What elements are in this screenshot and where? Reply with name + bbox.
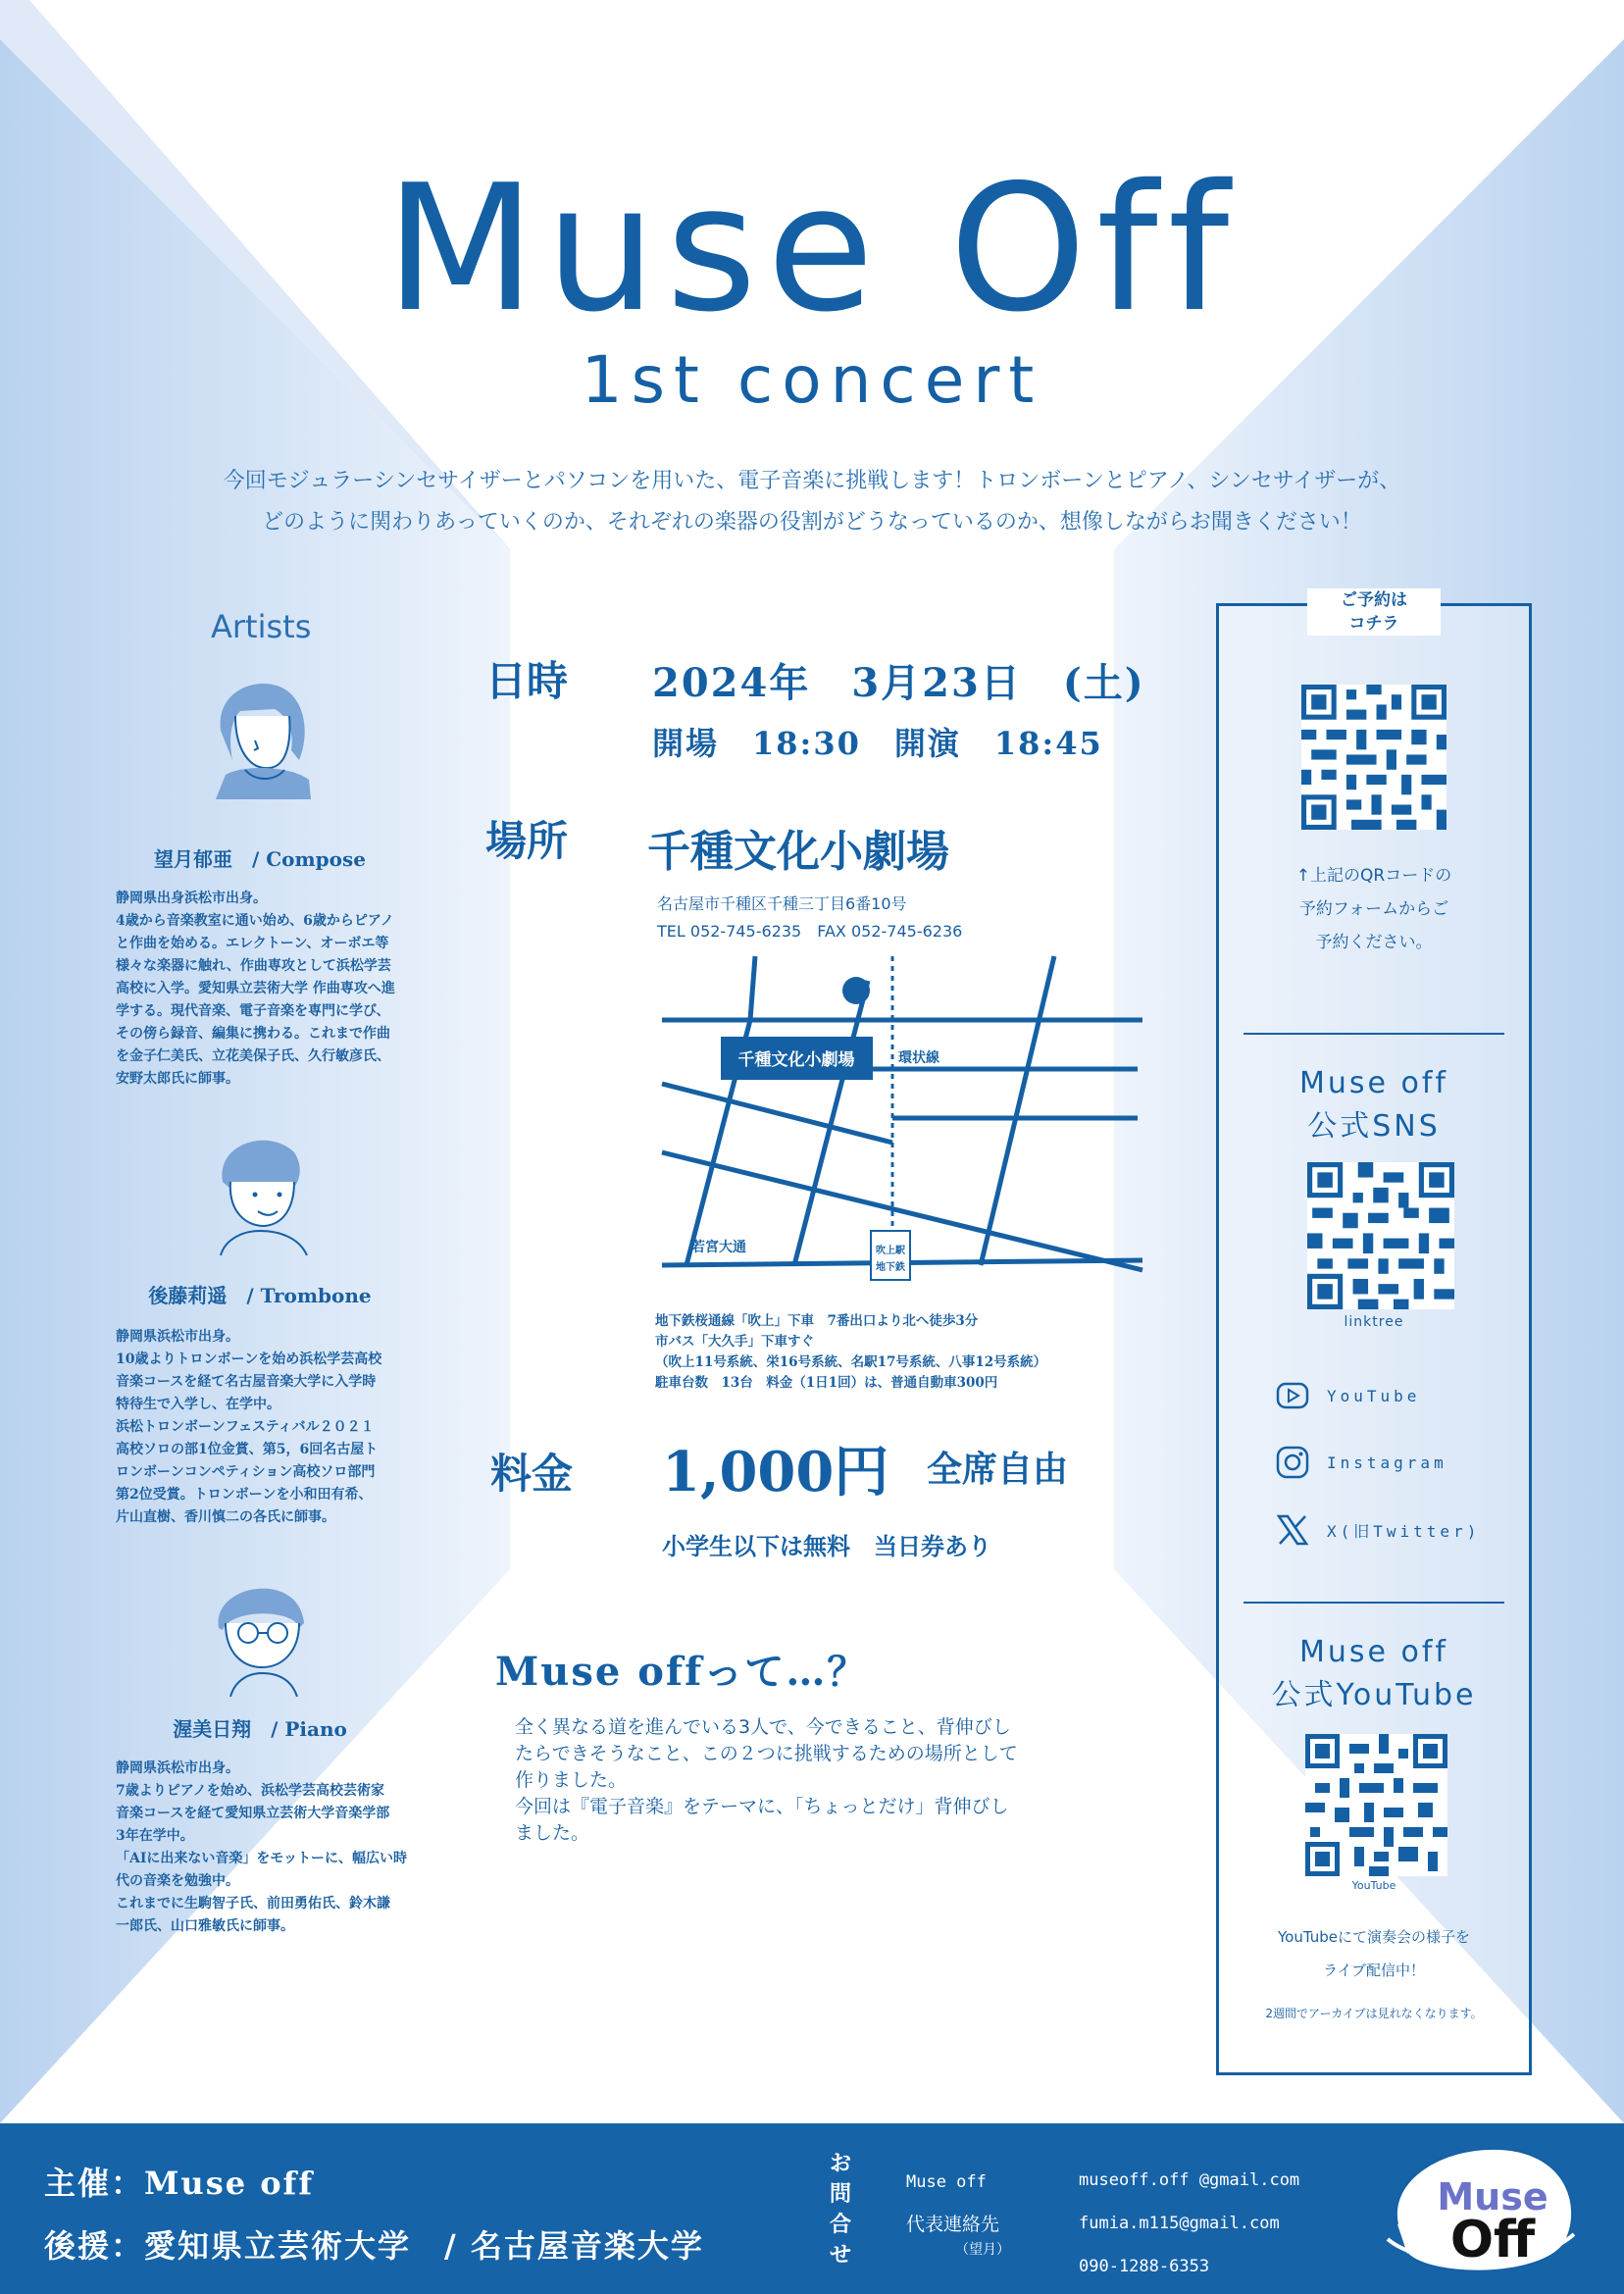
sns-x[interactable]	[1276, 1510, 1480, 1550]
footer	[0, 2123, 1624, 2294]
organizer: 主催：Muse off	[44, 2165, 315, 2202]
contact-email[interactable]: museoff.off @gmail.com	[1079, 2170, 1300, 2190]
artist-portrait-goto	[201, 1128, 319, 1255]
event-title: Muse Off	[384, 147, 1240, 350]
linktree-caption: linktree	[1344, 1314, 1404, 1330]
youtube-qr-code[interactable]	[1305, 1734, 1447, 1876]
reserve-qr-code[interactable]	[1301, 685, 1446, 830]
artist-bio: 静岡県出身浜松市出身。 4歳から音楽教室に通い始め、6歳からピアノ と作曲を始める。エレクトーン、オーボエ等 様々な楽器に触れ、作曲専攻として浜松学芸 高校に入学。愛知県立芸術大学 作曲専攻へ進 学する。現代音楽、電子音楽を専門に学び、 その傍ら録音、編集に携わる。これまで作曲 を金子仁美氏、立花美保子氏、久行敏彦氏、 安野太郎氏に師事。	[116, 891, 395, 1087]
sns-youtube[interactable]	[1276, 1376, 1420, 1415]
artist-name: 望月郁亜 / Compose	[154, 847, 366, 871]
intro-line: どのように関わりあっていくのか、それぞれの楽器の役割がどうなっているのか、想像しながらお聞きください！	[262, 510, 1362, 535]
event-subtitle: 1st concert	[581, 342, 1043, 418]
venue-label: 場所	[485, 817, 569, 865]
artist-name: 後藤莉遥 / Trombone	[148, 1284, 372, 1307]
reserve-title: ご予約は コチラ	[1307, 588, 1441, 636]
logo-text-bottom: Off	[1449, 2211, 1536, 2269]
about-heading: Muse offって…？	[495, 1649, 869, 1695]
reserve-note: ↑上記のQRコードの 予約フォームからご 予約ください。	[1295, 866, 1452, 952]
logo-text-top: Muse	[1437, 2175, 1548, 2218]
datetime-label: 日時	[485, 657, 569, 705]
map-ring-road: 環状線	[898, 1050, 939, 1066]
event-time: 開場 18:30 開演 18:45	[652, 725, 1103, 762]
linktree-qr-code[interactable]	[1307, 1162, 1454, 1309]
fee-note: 小学生以下は無料 当日券あり	[662, 1532, 991, 1560]
rep-phone[interactable]: 090-1288-6353	[1079, 2257, 1210, 2276]
artist-bio: 静岡県浜松市出身。 10歳よりトロンボーンを始め浜松学芸高校 音楽コースを経て名古屋音楽大学に入学時 特待生で入学し、在学中。 浜松トロンボーンフェスティバル２０２１ 高校ソロの部1位金賞、第5，6回名古屋ト ロンボーンコンペティション高校ソロ部門 第2位受賞。トロンボーンを小和田有希、 片山直樹、香川慎二の各氏に師事。	[116, 1329, 382, 1525]
divider	[1243, 1602, 1504, 1604]
artist-bio: 静岡県浜松市出身。 7歳よりピアノを始め、浜松学芸高校芸術家 音楽コースを経て愛知県立芸術大学音楽学部 3年在学中。 「AIに出来ない音楽」をモットーに、幅広い時 代の音楽を勉強中。 これまでに生駒智子氏、前田勇佑氏、鈴木謙 一郎氏、山口雅敏氏に師事。	[116, 1760, 407, 1934]
fee-seat: 全席自由	[927, 1449, 1069, 1490]
contact-name: Muse off	[906, 2172, 987, 2192]
map-subway: 地下鉄	[876, 1262, 905, 1273]
fee-amount: 1,000円	[662, 1440, 889, 1504]
youtube-icon	[1276, 1381, 1309, 1410]
rep-name: （望月）	[955, 2242, 1010, 2258]
intro-line: 今回モジュラーシンセサイザーとパソコンを用いた、電子音楽に挑戦します！トロンボーンとピアノ、シンセサイザーが、	[223, 469, 1401, 493]
instagram-icon	[1276, 1446, 1309, 1479]
venue-address: 名古屋市千種区千種三丁目6番10号 TEL 052-745-6235 FAX 052-745-6236	[657, 894, 963, 941]
fee-label: 料金	[490, 1450, 574, 1498]
artist-name: 渥美日翔 / Piano	[173, 1717, 347, 1741]
divider	[1243, 1033, 1504, 1035]
venue-map	[647, 946, 1157, 1290]
youtube-title: Muse off 公式YouTube	[1271, 1635, 1477, 1712]
rep-label: 代表連絡先	[906, 2214, 1000, 2235]
sns-title: Muse off 公式SNS	[1299, 1066, 1448, 1144]
access-info: 地下鉄桜通線「吹上」下車 7番出口より北へ徒歩3分 市バス「大久手」下車すぐ （吹上11号系統、栄16号系統、名駅17号系統、八事12号系統） 駐車台数 13台 料金（1日1回）は、普通自動車300円	[655, 1313, 1047, 1391]
map-venue-tag: 千種文化小劇場	[737, 1050, 855, 1070]
venue-name: 千種文化小劇場	[647, 827, 949, 877]
x-icon	[1276, 1514, 1309, 1546]
artist-portrait-atsumi	[201, 1569, 319, 1697]
contact-label: お問合せ	[830, 2151, 852, 2268]
artists-heading: Artists	[211, 608, 312, 645]
sns-label: X(旧Twitter)	[1327, 1521, 1481, 1541]
sns-label: YouTube	[1327, 1386, 1421, 1405]
event-date: 2024年 3月23日 (土)	[652, 660, 1145, 706]
youtube-qr-caption: YouTube	[1351, 1879, 1396, 1892]
youtube-note: YouTubeにて演奏会の様子を ライブ配信中！	[1278, 1928, 1470, 1979]
artist-portrait-mochizuki	[201, 672, 319, 799]
intro-text	[118, 461, 1506, 543]
about-text: 全く異なる道を進んでいる3人で、今できること、背伸びし たらできそうなこと、この２つに挑戦するための場所として 作りました。 今回は『電子音楽』をテーマに、「ちょっとだけ」背伸びし ました。	[515, 1716, 1018, 1844]
map-street: 若宮大通	[691, 1240, 746, 1255]
muse-off-logo	[1383, 2141, 1589, 2278]
sns-instagram[interactable]	[1276, 1443, 1447, 1482]
map-station: 吹上駅	[876, 1246, 905, 1256]
supporters: 後援：愛知県立芸術大学 / 名古屋音楽大学	[44, 2227, 704, 2265]
venue-pin-icon	[842, 977, 870, 1004]
youtube-archive-note: 2週間でアーカイブは見れなくなります。	[1265, 2007, 1483, 2020]
rep-email[interactable]: fumia.m115@gmail.com	[1079, 2214, 1280, 2233]
sns-label: Instagram	[1327, 1453, 1447, 1472]
side-panel	[1216, 590, 1532, 2075]
